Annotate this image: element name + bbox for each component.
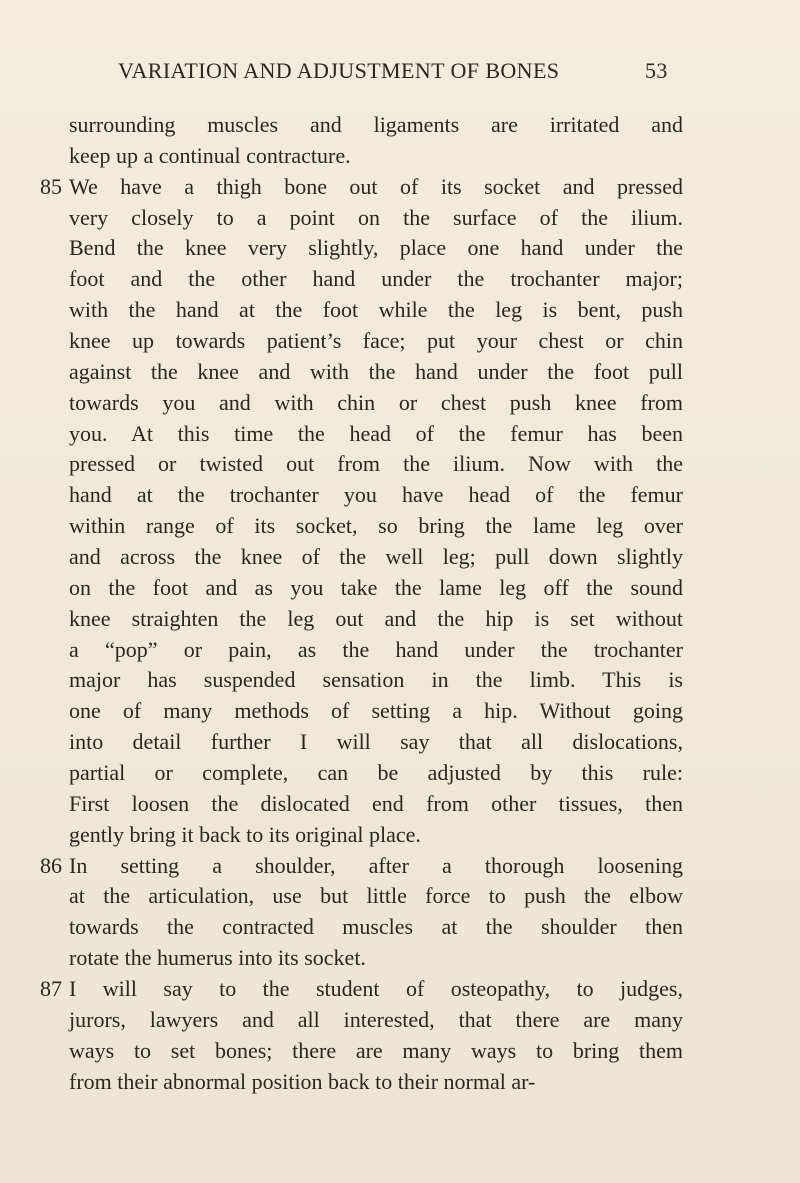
text-line (40, 696, 760, 727)
text-line (40, 542, 760, 573)
text-line (40, 820, 760, 851)
line-text: jurors, lawyers and all interested, that there are many (69, 1006, 683, 1032)
text-line (40, 357, 760, 388)
text-line (40, 912, 760, 943)
text-line (40, 449, 760, 480)
line-text: We have a thigh bone out of its socket and pressed (69, 173, 683, 199)
text-line (40, 264, 760, 295)
text-line (40, 419, 760, 450)
text-line (40, 233, 760, 264)
line-text: at the articulation, use but little force to push the elbow (69, 883, 683, 909)
paragraph-number: 85 (40, 173, 62, 199)
text-line (40, 326, 760, 357)
line-text: into detail further I will say that all dislocations, (69, 729, 683, 755)
line-text: knee up towards patient’s face; put your chest or chin (69, 328, 683, 354)
line-text: First loosen the dislocated end from other tissues, then (69, 790, 683, 816)
line-text: towards you and with chin or chest push knee from (69, 389, 683, 415)
line-text: partial or complete, can be adjusted by this rule: (69, 760, 683, 786)
text-line (40, 665, 760, 696)
text-line (40, 727, 760, 758)
line-text: against the knee and with the hand under the foot pull (69, 358, 683, 384)
text-line (40, 881, 760, 912)
line-text: very closely to a point on the surface of the ilium. (69, 204, 683, 230)
line-text: towards the contracted muscles at the shoulder then (69, 914, 683, 940)
text-line (40, 974, 760, 1005)
text-line (40, 573, 760, 604)
text-line (40, 388, 760, 419)
text-line (40, 203, 760, 234)
line-text: within range of its socket, so bring the lame leg over (69, 513, 683, 539)
line-text: pressed or twisted out from the ilium. Now with the (69, 451, 683, 477)
text-line (40, 789, 760, 820)
line-text: In setting a shoulder, after a thorough loosening (69, 852, 683, 878)
page-number: 53 (645, 58, 668, 83)
line-text: surrounding muscles and ligaments are irritated and (69, 112, 683, 137)
text-line (40, 511, 760, 542)
text-line (40, 1067, 760, 1098)
line-text: with the hand at the foot while the leg is bent, push (69, 297, 683, 323)
text-line (40, 141, 760, 172)
text-line (40, 943, 760, 974)
text-line (40, 1036, 760, 1067)
line-text: major has suspended sensation in the limb. This is (69, 667, 683, 693)
line-text: I will say to the student of osteopathy, to judges, (69, 976, 683, 1002)
line-text: hand at the trochanter you have head of the femur (69, 482, 683, 508)
running-title: VARIATION AND ADJUSTMENT OF BONES (118, 58, 560, 83)
text-line (40, 480, 760, 511)
line-text: knee straighten the leg out and the hip is set without (69, 605, 683, 631)
text-line (40, 604, 760, 635)
line-text: keep up a continual contracture. (69, 142, 351, 168)
line-text: ways to set bones; there are many ways to bring them (69, 1037, 683, 1063)
body-text (40, 110, 760, 1098)
text-line (40, 758, 760, 789)
line-text: foot and the other hand under the trochanter major; (69, 266, 683, 292)
text-line (40, 635, 760, 666)
line-text: a “pop” or pain, as the hand under the trochanter (69, 636, 683, 662)
text-line (40, 295, 760, 326)
line-text: Bend the knee very slightly, place one hand under the (69, 235, 683, 261)
paragraph-number: 87 (40, 976, 62, 1002)
line-text: and across the knee of the well leg; pull down slightly (69, 544, 683, 570)
text-line (40, 851, 760, 882)
line-text: rotate the humerus into its socket. (69, 945, 366, 971)
line-text: from their abnormal position back to their normal ar- (69, 1068, 536, 1094)
text-line (40, 1005, 760, 1036)
paragraph-number: 86 (40, 852, 62, 878)
line-text: you. At this time the head of the femur has been (69, 420, 683, 446)
line-text: gently bring it back to its original place. (69, 821, 421, 847)
line-text: on the foot and as you take the lame leg off the sound (69, 574, 683, 600)
text-line (40, 172, 760, 203)
running-head (0, 58, 800, 90)
line-text: one of many methods of setting a hip. Without going (69, 698, 683, 724)
text-line (40, 110, 760, 141)
